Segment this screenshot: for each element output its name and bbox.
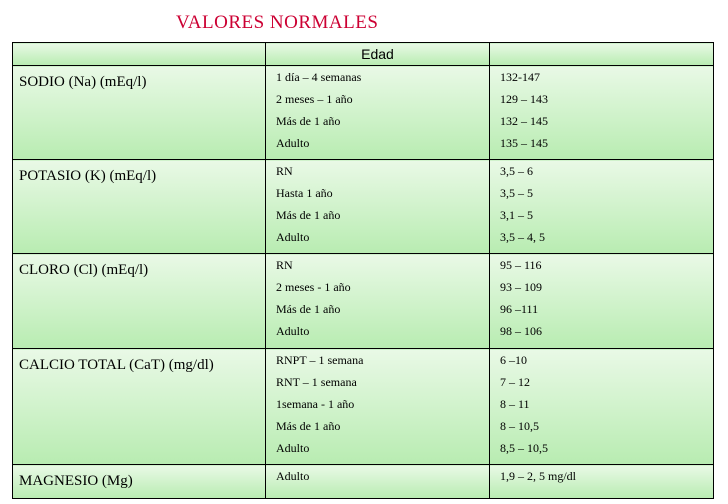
value-line: 3,5 – 6	[500, 164, 533, 178]
age-line: 1 día – 4 semanas	[276, 70, 362, 84]
age-line: 1semana - 1 año	[276, 397, 355, 411]
value-cell	[490, 66, 714, 160]
value-line: 132-147	[500, 70, 540, 84]
value-line: 129 – 143	[500, 92, 548, 106]
table-row-chlorine	[13, 254, 714, 349]
age-line: 2 meses – 1 año	[276, 92, 353, 106]
value-line: 93 – 109	[500, 280, 542, 294]
value-cell	[490, 254, 714, 349]
value-cell	[490, 160, 714, 254]
value-line: 8 – 11	[500, 397, 530, 411]
age-line: Adulto	[276, 324, 310, 338]
header-cell-age: Edad	[266, 43, 490, 66]
parameter-cell: POTASIO (K) (mEq/l)	[13, 160, 266, 254]
value-line: 7 – 12	[500, 375, 530, 389]
value-line: 1,9 – 2, 5 mg/dl	[500, 469, 577, 483]
age-cell	[266, 349, 490, 465]
age-cell	[266, 160, 490, 254]
age-cell	[266, 66, 490, 160]
table-header-row	[13, 43, 714, 66]
parameter-cell: SODIO (Na) (mEq/l)	[13, 66, 266, 160]
value-line: 3,5 – 5	[500, 186, 533, 200]
age-line: Más de 1 año	[276, 208, 341, 222]
normal-values-table	[12, 42, 714, 499]
age-line: Adulto	[276, 441, 310, 455]
value-cell	[490, 349, 714, 465]
age-line: RN	[276, 164, 293, 178]
value-line: 6 –10	[500, 353, 527, 367]
table-row-magnesium	[13, 465, 714, 499]
value-line: 8 – 10,5	[500, 419, 539, 433]
table-row-calcium	[13, 349, 714, 465]
value-line: 135 – 145	[500, 136, 548, 150]
age-line: Adulto	[276, 469, 310, 483]
age-line: Hasta 1 año	[276, 186, 333, 200]
header-cell-parameter	[13, 43, 266, 66]
value-line: 96 –111	[500, 302, 539, 316]
value-line: 95 – 116	[500, 258, 542, 272]
value-line: 3,1 – 5	[500, 208, 533, 222]
age-cell	[266, 254, 490, 349]
age-line: Adulto	[276, 136, 310, 150]
value-line: 98 – 106	[500, 324, 542, 338]
header-cell-value	[490, 43, 714, 66]
age-line: Adulto	[276, 230, 310, 244]
value-line: 132 – 145	[500, 114, 548, 128]
value-line: 3,5 – 4, 5	[500, 230, 545, 244]
age-line: Más de 1 año	[276, 114, 341, 128]
table-row-sodium	[13, 66, 714, 160]
age-line: Más de 1 año	[276, 302, 341, 316]
age-line: Más de 1 año	[276, 419, 341, 433]
parameter-cell: CLORO (Cl) (mEq/l)	[13, 254, 266, 349]
value-line: 8,5 – 10,5	[500, 441, 548, 455]
age-line: RN	[276, 258, 293, 272]
table-row-potassium	[13, 160, 714, 254]
age-line: RNT – 1 semana	[276, 375, 357, 389]
age-line: RNPT – 1 semana	[276, 353, 364, 367]
parameter-cell: MAGNESIO (Mg)	[13, 465, 266, 499]
age-cell	[266, 465, 490, 499]
parameter-cell: CALCIO TOTAL (CaT) (mg/dl)	[13, 349, 266, 465]
page-title: VALORES NORMALES	[176, 12, 379, 33]
value-cell	[490, 465, 714, 499]
age-line: 2 meses - 1 año	[276, 280, 351, 294]
